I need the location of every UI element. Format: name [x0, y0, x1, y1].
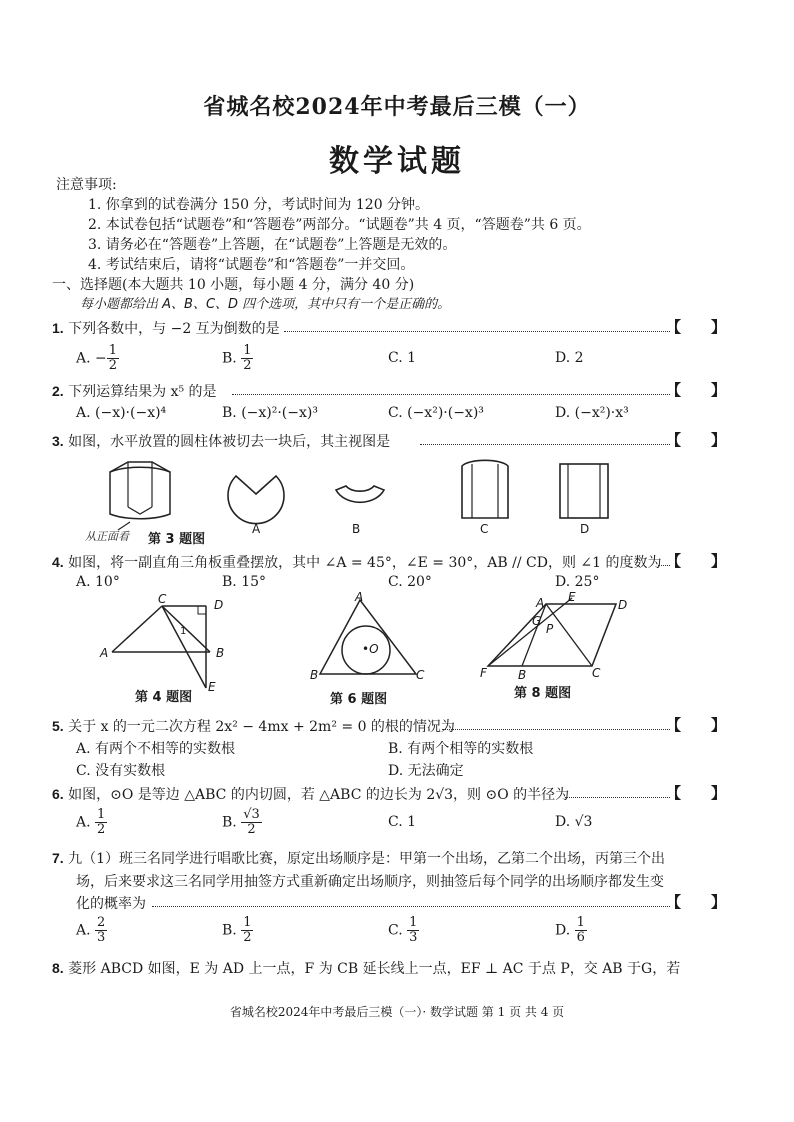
- section-heading: 一、选择题(本大题共 10 小题，每小题 4 分，满分 40 分): [52, 277, 415, 293]
- q5-option-a: A. 有两个不相等的实数根: [76, 741, 236, 757]
- fig8-label-d: D: [618, 598, 628, 612]
- q4-answer-bracket[interactable]: 【 】: [666, 552, 727, 570]
- q7-line-2: 场，后来要求这三名同学用抽签方式重新确定出场顺序，则抽签后每个同学的出场顺序都发生变: [76, 874, 664, 890]
- section-instruction: 每小题都给出 A、B、C、D 四个选项，其中只有一个是正确的。: [80, 297, 451, 312]
- q1-option-b: B. $\frac{1}{2}$: [222, 343, 252, 373]
- fig8-label-p: P: [546, 622, 554, 636]
- q3-stem: 3. 如图，水平放置的圆柱体被切去一块后，其主视图是: [52, 433, 391, 450]
- q2-option-a: A. (−x)·(−x)⁴: [76, 405, 167, 421]
- q6-stem: 6. 如图，⊙O 是等边 △ABC 的内切圆，若 △ABC 的边长为 2√3，则 ⊙O 的半径为: [52, 786, 570, 803]
- q2-stem: 2. 下列运算结果为 x⁵ 的是: [52, 383, 217, 400]
- view-c-label: C: [480, 522, 489, 536]
- fig3-front-note: 从正面看: [85, 530, 129, 543]
- fig8-label-f: F: [480, 666, 487, 680]
- q1-stem: 1. 下列各数中，与 −2 互为倒数的是: [52, 320, 280, 337]
- q7-option-d: D. $\frac{1}{6}$: [555, 915, 585, 945]
- view-d-shape: [558, 462, 614, 520]
- notice-item-1: 1. 你拿到的试卷满分 150 分，考试时间为 120 分钟。: [88, 197, 430, 213]
- q5-dots: [442, 729, 670, 730]
- q7-answer-bracket[interactable]: 【 】: [666, 893, 727, 911]
- q6-option-d: D. √3: [555, 814, 593, 830]
- view-d-label: D: [580, 522, 590, 536]
- q4-option-b: B. 15°: [222, 574, 267, 590]
- view-c-shape: [458, 456, 514, 522]
- q4-stem: 4. 如图，将一副直角三角板重叠摆放，其中 ∠A = 45°，∠E = 30°，AB // CD，则 ∠1 的度数为: [52, 554, 662, 571]
- fig4-label-1: 1: [180, 626, 187, 637]
- fig3-cylinder: [100, 452, 190, 527]
- q7-option-b: B. $\frac{1}{2}$: [222, 915, 252, 945]
- q6-answer-bracket[interactable]: 【 】: [666, 784, 727, 802]
- q7-line-3: 化的概率为: [76, 896, 146, 912]
- view-b-shape: [332, 476, 388, 506]
- q6-option-b: B. $\frac{√3}{2}$: [222, 807, 260, 837]
- fig4-label-d: D: [214, 598, 224, 612]
- q2-answer-bracket[interactable]: 【 】: [666, 381, 727, 399]
- fig6-label-a: A: [355, 590, 364, 604]
- fig4-label-b: B: [216, 646, 225, 660]
- q3-answer-bracket[interactable]: 【 】: [666, 431, 727, 449]
- fig6-label-c: C: [416, 668, 425, 682]
- fig8-label-e: E: [568, 590, 576, 604]
- fig8-diagram: [480, 596, 630, 676]
- fig8-caption: 第 8 题图: [514, 686, 572, 701]
- q8-stem: 8. 菱形 ABCD 如图，E 为 AD 上一点，F 为 CB 延长线上一点，EF ⊥ AC 于点 P，交 AB 于G，若: [52, 960, 681, 977]
- q7-line-1: 7. 九（1）班三名同学进行唱歌比赛，原定出场顺序是：甲第一个出场，乙第二个出场，丙第三个出: [52, 850, 666, 867]
- q2-dots: [232, 394, 670, 395]
- fig4-label-a: A: [100, 646, 109, 660]
- notice-item-4: 4. 考试结束后，请将“试题卷”和“答题卷”一并交回。: [88, 257, 415, 273]
- q1-option-a: A. − $\frac{1}{2}$: [76, 343, 118, 373]
- q7-option-a: A. $\frac{2}{3}$: [76, 915, 106, 945]
- fig6-diagram: [316, 598, 426, 680]
- fig6-label-o: •O: [362, 642, 379, 656]
- q6-option-a: A. $\frac{1}{2}$: [76, 807, 106, 837]
- q4-option-c: C. 20°: [388, 574, 432, 590]
- notice-heading: 注意事项:: [56, 177, 117, 193]
- view-a-shape: [226, 462, 286, 517]
- fig8-label-a: A: [536, 596, 545, 610]
- page-footer: 省城名校2024年中考最后三模（一）· 数学试题 第 1 页 共 4 页: [229, 1005, 565, 1019]
- q7-dots: [152, 906, 670, 907]
- q5-stem: 5. 关于 x 的一元二次方程 2x² − 4mx + 2m² = 0 的根的情况为: [52, 718, 455, 735]
- fig4-label-c: C: [158, 592, 167, 606]
- q1-answer-bracket[interactable]: 【 】: [666, 318, 727, 336]
- q4-option-d: D. 25°: [555, 574, 600, 590]
- fig8-label-g: G: [532, 614, 542, 628]
- q1-dots: [284, 331, 670, 332]
- fig4-label-e: E: [208, 680, 216, 694]
- q7-option-c: C. $\frac{1}{3}$: [388, 915, 418, 945]
- view-b-label: B: [352, 522, 361, 536]
- notice-item-2: 2. 本试卷包括“试题卷”和“答题卷”两部分。“试题卷”共 4 页，“答题卷”共 6 页。: [88, 217, 591, 233]
- q5-option-d: D. 无法确定: [388, 763, 464, 779]
- q4-option-a: A. 10°: [76, 574, 120, 590]
- q2-option-d: D. (−x²)·x³: [555, 405, 629, 421]
- q2-option-c: C. (−x²)·(−x)³: [388, 405, 484, 421]
- q6-dots: [565, 797, 670, 798]
- q1-option-c: C. 1: [388, 350, 417, 366]
- fig6-label-b: B: [310, 668, 319, 682]
- q5-option-c: C. 没有实数根: [76, 763, 166, 779]
- q5-option-b: B. 有两个相等的实数根: [388, 741, 534, 757]
- fig4-caption: 第 4 题图: [135, 690, 193, 705]
- fig8-label-c: C: [592, 666, 601, 680]
- view-a-label: A: [252, 522, 261, 536]
- fig8-label-b: B: [518, 668, 527, 682]
- exam-title: 省城名校2024年中考最后三模（一）: [203, 94, 591, 120]
- fig6-caption: 第 6 题图: [330, 692, 388, 707]
- q2-option-b: B. (−x)²·(−x)³: [222, 405, 318, 421]
- notice-item-3: 3. 请务必在“答题卷”上答题，在“试题卷”上答题是无效的。: [88, 237, 457, 253]
- q1-option-d: D. 2: [555, 350, 584, 366]
- subject-title: 数学试题: [329, 144, 465, 179]
- fig3-caption: 第 3 题图: [148, 532, 206, 547]
- q6-option-c: C. 1: [388, 814, 417, 830]
- q5-answer-bracket[interactable]: 【 】: [666, 716, 727, 734]
- q3-dots: [420, 444, 670, 445]
